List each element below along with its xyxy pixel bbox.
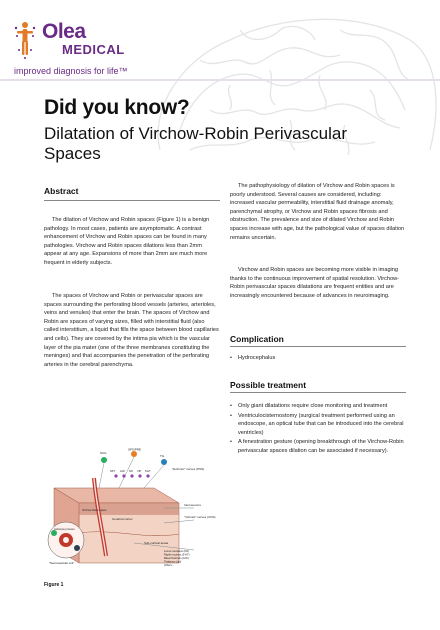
figure-caption: Figure 1 bbox=[44, 582, 64, 588]
sps-node bbox=[131, 451, 137, 457]
legend-item-1: Locus coeruleus (NA) bbox=[164, 550, 189, 553]
treatment-list bbox=[230, 402, 406, 457]
label-cerebral-cortex: Cerebral cortex bbox=[112, 517, 133, 521]
label-5ht: 5-HT bbox=[145, 470, 151, 473]
list-item: • Hydrocephalus bbox=[230, 355, 276, 361]
page-title: Did you know? bbox=[44, 96, 190, 119]
abstract-paragraph-1: The dilation of Virchow and Robin spaces (Figure 1) is a benign pathology. In most cases, patients are asymptomatic. A contrast enhancement of Virchow and Robin spaces can be found in many pathologies. Virchow and Robin spaces dilations less than 2mm appear at any age. Expansions of more than 2mm are much more frequent in elderly subjects. bbox=[44, 217, 210, 266]
header-divider bbox=[0, 79, 440, 81]
label-tg: TG bbox=[160, 454, 165, 458]
scg-node bbox=[101, 457, 107, 463]
list-item: • A fenestration gesture (opening breakthrough of the Virchow-Robin perivascular spaces dilation can be associated if necessary). bbox=[230, 439, 404, 454]
abstract-paragraph-2: The spaces of Virchow and Robin or perivascular spaces are spaces surrounding the perforating blood vessels (arteries, arterioles, veins and venules) that enter the brain. The spaces of Virchow and Robin are spaces of varying sizes, filled with interstitial fluid (also called interstitium, a liquid that fills the space between blood capillaries and cells). They are covered by the intima pia which is the vascular layer of the pia mater (one of the three membranes constituting the meninges) and that accompanies the penetration of the perforating arteries in the cerebral parenchyma. bbox=[44, 293, 219, 368]
list-item: • Ventriculocisternostomy (surgical treatment performed using an endoscope, an optical tube that can be introduced into the cerebral ventricles) bbox=[230, 412, 404, 436]
treatment-divider bbox=[230, 392, 406, 393]
label-virchow-space: Virchow-Robin space bbox=[82, 509, 107, 512]
logo-wordmark-olea: Olea bbox=[42, 20, 86, 43]
label-neurovascular-unit: "Neurovascular unit" bbox=[49, 561, 75, 565]
complication-divider bbox=[230, 346, 406, 347]
abstract-heading: Abstract bbox=[44, 186, 79, 196]
label-interneurons: Interneurons bbox=[184, 503, 201, 507]
label-no: NO bbox=[129, 470, 133, 473]
complication-heading: Complication bbox=[230, 334, 284, 344]
olea-medical-logo bbox=[14, 20, 134, 64]
list-item: • Only giant dilatations require close monitoring and treatment bbox=[230, 403, 388, 409]
legend-item-2: Raphe nucleus (5-HT) bbox=[164, 553, 190, 557]
page-header bbox=[0, 0, 440, 86]
label-sub-cortical: Sub-cortical areas bbox=[144, 541, 169, 545]
label-extrinsic-nerves: "Extrinsic" nerves (PNS) bbox=[172, 467, 205, 471]
page-subtitle: Dilatation of Virchow-Robin Perivascular Spaces bbox=[44, 124, 347, 163]
right-paragraph-2: Virchow and Robin spaces are becoming more visible in imaging thanks to the continuous improvement of spatial resolution. Virchow-Robin perivascular spaces dilatations are frequent entities and are increasingly encountered because of advances in neuroimaging. bbox=[230, 267, 400, 299]
abstract-divider bbox=[44, 200, 220, 201]
label-astrocyte: Astrocyte process bbox=[54, 528, 75, 531]
right-paragraph-1: The pathophysiology of dilation of Virchow and Robin spaces is poorly understood. Several causes are considered, including: increased vascular permeability, interstitial fluid drainage anomaly, parenchymal atrophy, or Virchow and Robin spaces fibrosis and obstruction. The prevalence and size of dilated Virchow and Robin spaces increase with age, but the pathological value of spaces dilation remains uncertain. bbox=[230, 183, 405, 241]
tg-node bbox=[161, 459, 167, 465]
legend-item-3: Basal forebrain (ACh) bbox=[164, 557, 189, 560]
treatment-heading: Possible treatment bbox=[230, 380, 307, 390]
legend-item-5: Others... bbox=[164, 564, 174, 567]
figure-1-neurovascular-diagram bbox=[44, 448, 220, 568]
label-npy: NPY bbox=[110, 470, 116, 473]
label-scg: SCG bbox=[100, 451, 107, 455]
vitruvian-figure-icon bbox=[14, 20, 36, 60]
brand-tagline: improved diagnosis for life™ bbox=[14, 66, 128, 76]
complication-list bbox=[230, 354, 406, 364]
label-intrinsic-nerves: "Intrinsic" nerves (CNS) bbox=[184, 515, 216, 519]
label-sps-pre: SPS/PRE bbox=[128, 448, 142, 452]
legend-item-4: Thalamus (glu) bbox=[164, 560, 182, 564]
logo-wordmark-medical: MEDICAL bbox=[62, 42, 125, 57]
label-vip: VIP bbox=[137, 470, 142, 473]
label-ach: ACh bbox=[120, 470, 126, 473]
